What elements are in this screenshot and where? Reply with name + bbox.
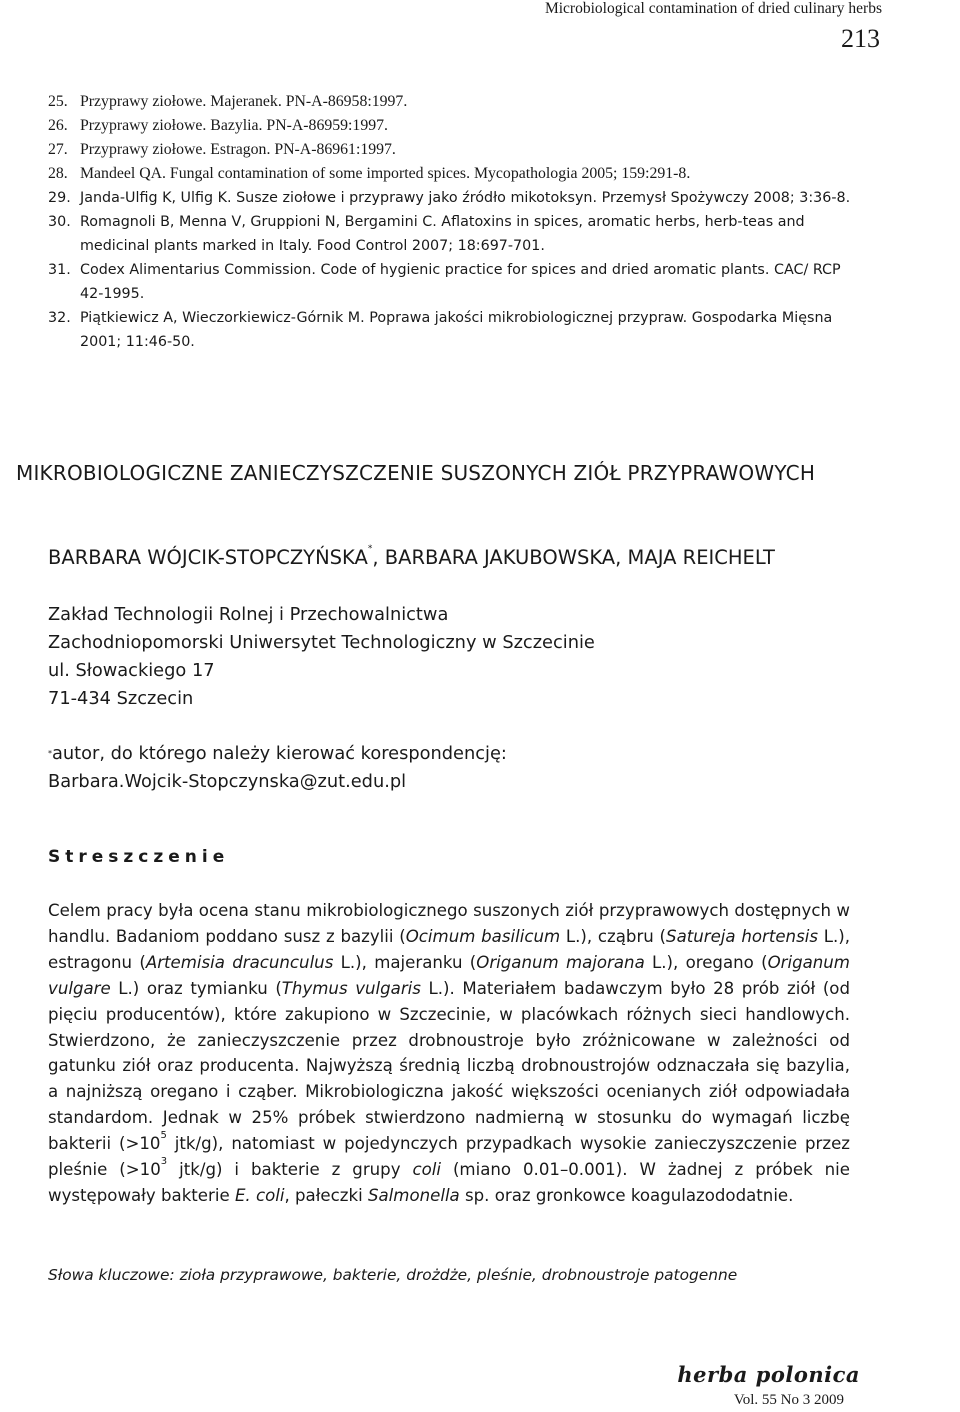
keywords-list: zioła przyprawowe, bakterie, drożdże, pleśnie, drobnoustroje patogenne bbox=[174, 1266, 738, 1284]
species-name: Thymus vulgaris bbox=[281, 978, 421, 998]
reference-list bbox=[48, 90, 858, 354]
corresponding-author-mark: * bbox=[367, 544, 373, 554]
reference-number: 26. bbox=[48, 117, 68, 134]
reference-number: 30. bbox=[48, 214, 71, 230]
reference-item bbox=[48, 162, 858, 186]
reference-text: Przyprawy ziołowe. Estragon. PN-A-86961:1997. bbox=[80, 141, 396, 158]
keywords-label: Słowa kluczowe: bbox=[48, 1266, 175, 1284]
species-name: Artemisia dracunculus bbox=[145, 952, 334, 972]
keywords bbox=[48, 1266, 737, 1284]
reference-text: Janda-Ulfig K, Ulfig K. Susze ziołowe i przyprawy jako źródło mikotoksyn. Przemysł Spożywczy 2008; 3:36-8. bbox=[80, 190, 851, 206]
abstract-heading: Streszczenie bbox=[48, 847, 230, 867]
exponent: 5 bbox=[160, 1130, 167, 1142]
article-title: MIKROBIOLOGICZNE ZANIECZYSZCZENIE SUSZONYCH ZIÓŁ PRZYPRAWOWYCH bbox=[16, 461, 816, 485]
reference-text: Przyprawy ziołowe. Majeranek. PN-A-86958:1997. bbox=[80, 93, 408, 110]
reference-item bbox=[48, 138, 858, 162]
reference-item bbox=[48, 258, 858, 306]
affiliation-line: 71-434 Szczecin bbox=[48, 688, 194, 709]
reference-text: Mandeel QA. Fungal contamination of some imported spices. Mycopathologia 2005; 159:291-8. bbox=[80, 165, 691, 182]
correspondence-label: autor, do którego należy kierować korespondencję: bbox=[52, 743, 507, 764]
reference-number: 31. bbox=[48, 262, 71, 278]
reference-number: 29. bbox=[48, 190, 71, 206]
correspondence-email[interactable]: Barbara.Wojcik-Stopczynska@zut.edu.pl bbox=[48, 771, 407, 792]
correspondence bbox=[48, 740, 507, 796]
reference-item bbox=[48, 114, 858, 138]
reference-text: Przyprawy ziołowe. Bazylia. PN-A-86959:1997. bbox=[80, 117, 388, 134]
journal-logo: herba polonica bbox=[677, 1362, 860, 1387]
reference-number: 32. bbox=[48, 310, 71, 326]
species-name: Origanum majorana bbox=[476, 952, 645, 972]
reference-text: Romagnoli B, Menna V, Gruppioni N, Bergamini C. Aflatoxins in spices, aromatic herbs, herb-teas and medicinal plants marked in Italy. Food Control 2007; 18:697-701. bbox=[80, 214, 805, 254]
reference-text: Piątkiewicz A, Wieczorkiewicz-Górnik M. Poprawa jakości mikrobiologicznej przypraw. Gospodarka Mięsna 2001; 11:46-50. bbox=[80, 310, 833, 350]
exponent: 3 bbox=[160, 1156, 168, 1168]
author-names: , BARBARA JAKUBOWSKA, MAJA REICHELT bbox=[372, 546, 775, 569]
reference-item bbox=[48, 90, 858, 114]
reference-item bbox=[48, 210, 858, 258]
affiliation-line: ul. Słowackiego 17 bbox=[48, 660, 215, 681]
affiliation-line: Zachodniopomorski Uniwersytet Technologiczny w Szczecinie bbox=[48, 632, 595, 653]
page-number: 213 bbox=[841, 24, 880, 53]
reference-number: 27. bbox=[48, 141, 68, 158]
author-list bbox=[48, 546, 775, 569]
running-header: Microbiological contamination of dried culinary herbs bbox=[544, 0, 882, 17]
volume-info: Vol. 55 No 3 2009 bbox=[733, 1392, 844, 1408]
reference-number: 25. bbox=[48, 93, 68, 110]
reference-text: Codex Alimentarius Commission. Code of hygienic practice for spices and dried aromatic plants. CAC/ RCP 42-1995. bbox=[80, 262, 841, 302]
affiliation bbox=[48, 601, 595, 713]
species-name: Satureja hortensis bbox=[666, 926, 818, 946]
species-name: Origanum vulgare bbox=[48, 952, 850, 998]
species-name: Salmonella bbox=[367, 1185, 460, 1205]
species-name: coli bbox=[412, 1160, 441, 1180]
reference-item bbox=[48, 186, 858, 210]
reference-item bbox=[48, 306, 858, 354]
affiliation-line: Zakład Technologii Rolnej i Przechowalnictwa bbox=[48, 604, 449, 625]
author-name: BARBARA WÓJCIK-STOPCZYŃSKA bbox=[48, 546, 368, 569]
species-name: E. coli bbox=[234, 1185, 285, 1205]
abstract-body: Celem pracy była ocena stanu mikrobiologicznego suszonych ziół przyprawowych dostępnych w handlu. Badaniom poddano susz z bazylii (Ocimum basilicum L.), cząbru (Satureja hortensis L.), estragonu (Artemisia dracunculus L.), majeranku (Origanum majorana L.), oregano (Origanum vulgare L.) oraz tymianku (Thymus vulgaris L.). Materiałem badawczym było 28 prób ziół (od pięciu producentów), które zakupiono w Szczecinie, w placówkach różnych sieci handlowych. Stwierdzono, że zanieczyszczenie przez drobnoustroje było zróżnicowane w zależności od gatunku ziół oraz producenta. Najwyższą średnią liczbą drobnoustrojów odznaczała się bazylia, a najniższą oregano i cząber. Mikrobiologiczna jakość większości ocenianych ziół odpowiadała standardom. Jednak w 25% próbek stwierdzono nadmierną w stosunku do wymagań liczbę bakterii ($>10^5$ jtk/g), natomiast w pojedynczych przypadkach wysokie zanieczyszczenie przez pleśnie ($>10^3$ jtk/g) i bakterie z grupy coli (miano 0.01–0.001). W żadnej z próbek nie występowały bakterie E. coli, pałeczki Salmonella sp. oraz gronkowce koagulazododatnie. bbox=[48, 901, 850, 1205]
correspondence-mark: * bbox=[48, 749, 52, 758]
reference-number: 28. bbox=[48, 165, 68, 182]
species-name: Ocimum basilicum bbox=[405, 926, 561, 946]
